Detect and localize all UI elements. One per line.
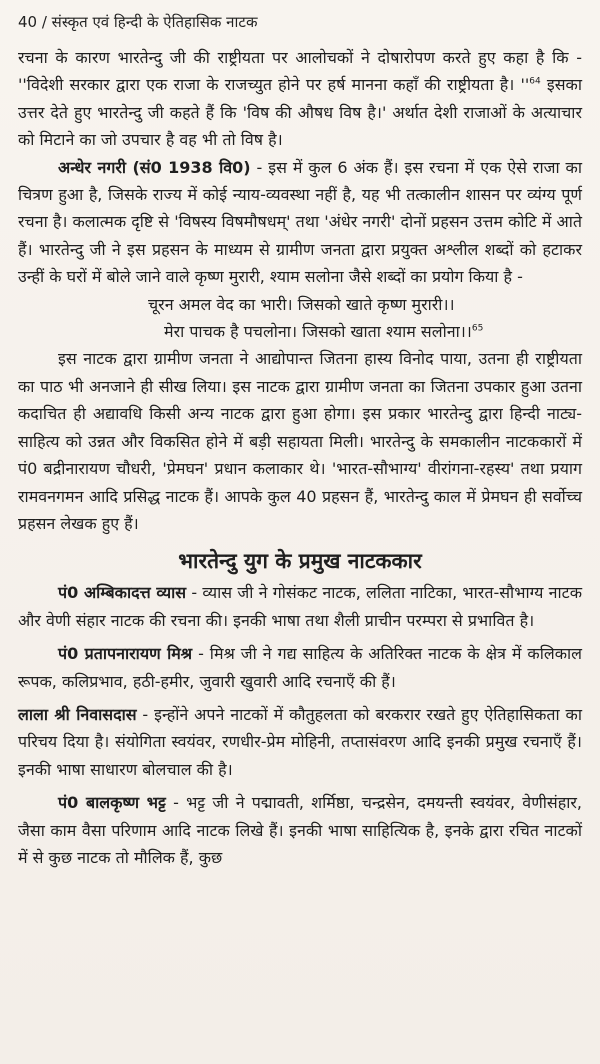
writer-name: पं0 प्रतापनारायण मिश्र xyxy=(58,644,193,664)
footnote-marker-65: 65 xyxy=(471,323,484,334)
intro-text: रचना के कारण भारतेन्दु जी की राष्ट्रीयता पर आलोचकों ने दोषारोपण करते हुए कहा है कि - ''विदेशी सरकार द्वारा एक राजा के राजच्युत होने पर हर्ष मानना कहाँ की राष्ट्रीयता है। '' xyxy=(18,48,582,95)
impact-paragraph: इस नाटक द्वारा ग्रामीण जनता ने आद्योपान्त जितना हास्य विनोद पाया, उतना ही राष्ट्रीयता का पाठ भी अनजाने ही सीख लिया। इस नाटक द्वारा ग्रामीण जनता का जितना उपकार हुआ उतना कदाचित ही अद्यावधि किसी अन्य नाटक द्वारा हुआ होगा। इस प्रकार भारतेन्दु द्वारा हिन्दी नाट्य-साहित्य को उन्नत और विकसित होने में बड़ी सहायता मिली। भारतेन्दु के समकालीन नाटककारों में पं0 बद्रीनारायण चौधरी, 'प्रेमघन' प्रधान कलाकार थे। 'भारत-सौभाग्य' वीरांगना-रहस्य' तथा प्रयाग रामवनगमन आदि प्रसिद्ध नाटक हैं। आपके कुल 40 प्रहसन हैं, भारतेन्दु काल में प्रेमघन ही सर्वोच्च प्रहसन लेखक हुए हैं। xyxy=(18,349,582,533)
page-header: 40 / संस्कृत एवं हिन्दी के ऐतिहासिक नाटक xyxy=(18,13,258,31)
writer-bhatt xyxy=(18,789,582,871)
writer-mishra xyxy=(18,640,582,695)
footnote-marker-64: 64 xyxy=(529,77,541,88)
writer-text: - व्यास जी ने गोसंकट नाटक, ललिता नाटिका, भारत-सौभाग्य नाटक और वेणी संहार नाटक की रचना की। इनकी भाषा तथा शैली प्राचीन परम्परा से प्रभावित है। xyxy=(18,583,582,630)
verse-line-2 xyxy=(18,318,582,345)
andher-nagri-title: अन्धेर नगरी (सं0 1938 वि0) xyxy=(58,157,251,177)
andher-nagri-text: - इस में कुल 6 अंक हैं। इस रचना में एक ऐसे राजा का चित्रण हुआ है, जिसके राज्य में कोई न्याय-व्यवस्था नहीं है, यह भी तत्कालीन शासन पर व्यंग्य पूर्ण रचना है। कलात्मक दृष्टि से 'विषस्य विषमौषधम्' तथा 'अंधेर नगरी' दोनों प्रहसन उत्तम कोटि में आते हैं। भारतेन्दु जी ने इस प्रहसन के माध्यम से ग्रामीण जनता द्वारा प्रयुक्त अश्लील शब्दों को हटाकर उन्हीं के घरों में बोले जाने वाले कृष्ण मुरारी, श्याम सलोना जैसे शब्दों का प्रयोग किया है - xyxy=(18,157,582,287)
intro-paragraph xyxy=(18,44,582,154)
verse-line-2-text: मेरा पाचक है पचलोना। जिसको खाता श्याम सलोना।। xyxy=(164,322,472,342)
writer-text: - इन्होंने अपने नाटकों में कौतुहलता को बरकरार रखते हुए ऐतिहासिकता का परिचय दिया है। संयोगिता स्वयंवर, रणधीर-प्रेम मोहिनी, तप्तासंवरण आदि इनकी प्रमुख रचनाएँ हैं। इनकी भाषा साधारण बोलचाल की है। xyxy=(18,704,582,779)
writer-vyas xyxy=(18,579,582,634)
writer-name: लाला श्री निवासदास xyxy=(18,704,137,724)
writer-name: पं0 बालकृष्ण भट्ट xyxy=(58,793,166,813)
writer-nivasdas xyxy=(18,701,582,783)
writer-text: - भट्ट जी ने पद्मावती, शर्मिष्ठा, चन्द्रसेन, दमयन्ती स्वयंवर, वेणीसंहार, जैसा काम वैसा परिणाम आदि नाटक लिखे हैं। इनकी भाषा साहित्यिक है, इनके द्वारा रचित नाटकों में से कुछ नाटक तो मौलिक हैं, कुछ xyxy=(18,793,582,867)
writer-text: - मिश्र जी ने गद्य साहित्य के अतिरिक्त नाटक के क्षेत्र में कलिकाल रूपक, कलिप्रभाव, हठी-हमीर, जुवारी खुवारी आदि रचनाएँ की हैं। xyxy=(18,644,582,691)
andher-nagri-paragraph xyxy=(18,154,582,291)
intro-text-after: इसका उत्तर देते हुए भारतेन्दु जी कहते हैं कि 'विष की औषध विष है।' अर्थात देशी राजाओं के अत्याचार को मिटाने का जो उपचार है वह भी तो विष है। xyxy=(18,75,582,150)
writer-name: पं0 अम्बिकादत्त व्यास xyxy=(58,583,187,603)
section-heading: भारतेन्दु युग के प्रमुख नाटककार xyxy=(178,549,422,574)
verse-line-1: चूरन अमल वेद का भारी। जिसको खाते कृष्ण मुरारी।। xyxy=(148,294,455,314)
